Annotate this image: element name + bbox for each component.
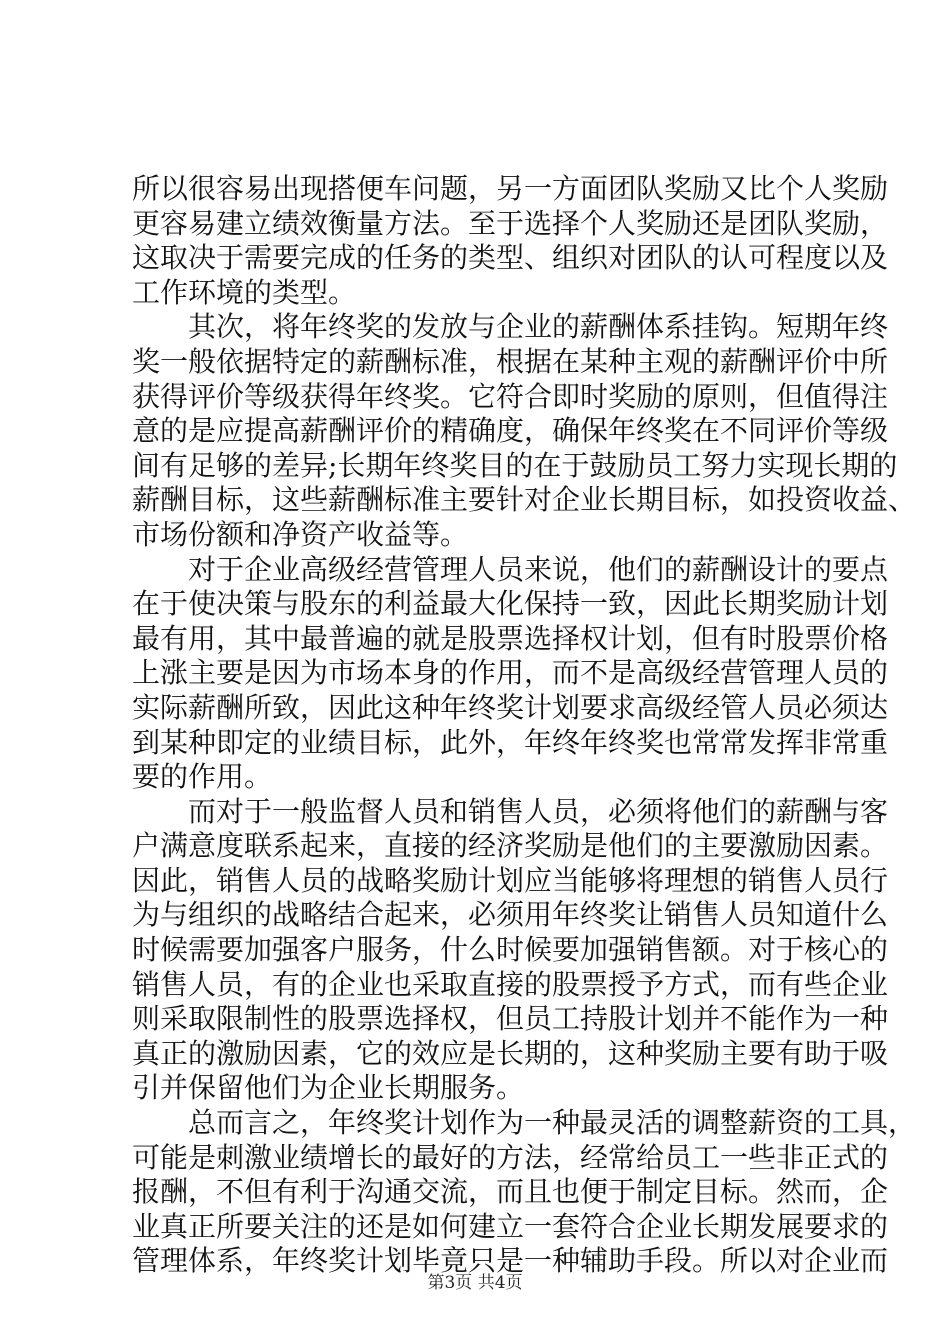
text-line: 对于企业高级经营管理人员来说，他们的薪酬设计的要点	[188, 552, 889, 586]
text-line: 市场份额和净资产收益等。	[132, 517, 469, 551]
text-line: 管理体系，年终奖计划毕竟只是一种辅助手段。所以对企业而	[132, 1244, 889, 1278]
paragraph	[132, 794, 889, 1106]
paragraph	[132, 552, 889, 795]
text-line: 真正的激励因素，它的效应是长期的，这种奖励主要有助于吸	[132, 1036, 889, 1070]
text-line: 获得评价等级获得年终奖。它符合即时奖励的原则，但值得注	[132, 379, 889, 413]
text-line: 总而言之，年终奖计划作为一种最灵活的调整薪资的工具，	[188, 1106, 917, 1140]
text-line: 因此，销售人员的战略奖励计划应当能够将理想的销售人员行	[132, 863, 889, 897]
text-line: 时候需要加强客户服务，什么时候要加强销售额。对于核心的	[132, 933, 889, 967]
text-line: 引并保留他们为企业长期服务。	[132, 1071, 525, 1105]
document-body	[132, 172, 917, 1279]
text-line: 间有足够的差异;长期年终奖目的在于鼓励员工努力实现长期的	[132, 448, 898, 482]
text-line: 则采取限制性的股票选择权，但员工持股计划并不能作为一种	[132, 1002, 889, 1036]
text-line: 到某种即定的业绩目标，此外，年终年终奖也常常发挥非常重	[132, 725, 889, 759]
text-line: 实际薪酬所致，因此这种年终奖计划要求高级经管人员必须达	[132, 690, 889, 724]
paragraph	[132, 172, 889, 310]
text-line: 最有用，其中最普遍的就是股票选择权计划，但有时股票价格	[132, 621, 889, 655]
text-line: 奖一般依据特定的薪酬标准，根据在某种主观的薪酬评价中所	[132, 344, 889, 378]
text-line: 户满意度联系起来，直接的经济奖励是他们的主要激励因素。	[132, 829, 889, 863]
paragraph	[132, 310, 917, 552]
text-line: 所以很容易出现搭便车问题，另一方面团队奖励又比个人奖励	[132, 172, 889, 205]
text-line: 可能是刺激业绩增长的最好的方法，经常给员工一些非正式的	[132, 1140, 889, 1174]
text-line: 在于使决策与股东的利益最大化保持一致，因此长期奖励计划	[132, 587, 889, 621]
text-line: 意的是应提高薪酬评价的精确度，确保年终奖在不同评价等级	[132, 414, 889, 448]
text-line: 要的作用。	[132, 760, 273, 794]
text-line: 报酬，不但有利于沟通交流，而且也便于制定目标。然而，企	[132, 1175, 889, 1209]
text-line: 销售人员，有的企业也采取直接的股票授予方式，而有些企业	[132, 967, 889, 1001]
text-line: 而对于一般监督人员和销售人员，必须将他们的薪酬与客	[188, 794, 889, 828]
page-footer: 第3页 共4页	[427, 1273, 523, 1293]
text-line: 更容易建立绩效衡量方法。至于选择个人奖励还是团队奖励，	[132, 206, 889, 240]
text-line: 为与组织的战略结合起来，必须用年终奖让销售人员知道什么	[132, 898, 889, 932]
paragraph	[132, 1106, 917, 1279]
text-line: 其次，将年终奖的发放与企业的薪酬体系挂钩。短期年终	[188, 310, 889, 344]
text-line: 工作环境的类型。	[132, 275, 357, 309]
text-line: 上涨主要是因为市场本身的作用，而不是高级经营管理人员的	[132, 656, 889, 690]
text-line: 薪酬目标，这些薪酬标准主要针对企业长期目标，如投资收益、	[132, 483, 917, 517]
text-line: 这取决于需要完成的任务的类型、组织对团队的认可程度以及	[132, 241, 889, 275]
text-line: 业真正所要关注的还是如何建立一套符合企业长期发展要求的	[132, 1209, 889, 1243]
